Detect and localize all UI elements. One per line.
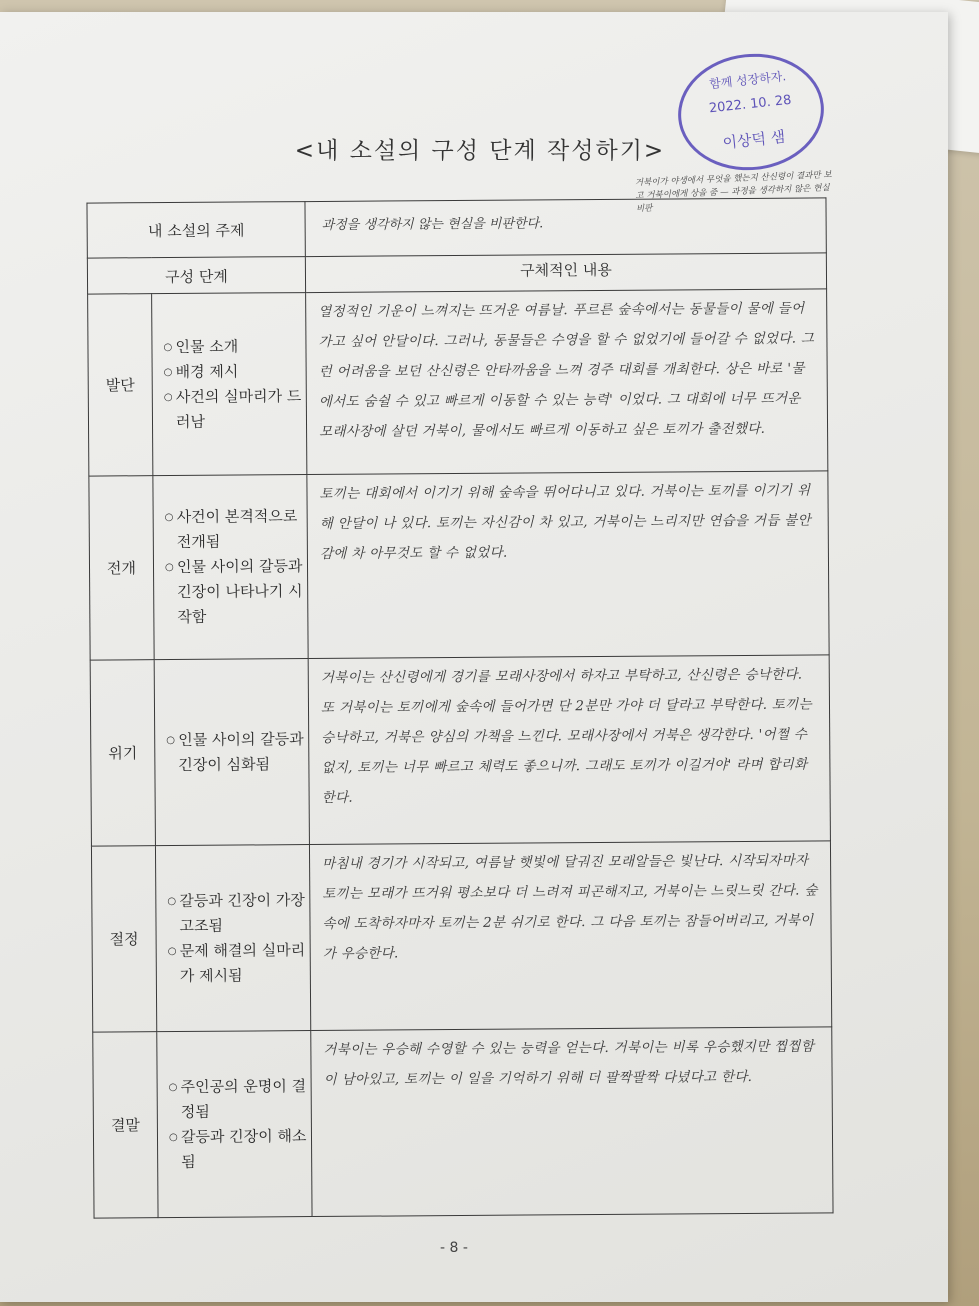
- point-item: ○ 배경 제시: [163, 362, 239, 381]
- structure-table: [86, 170, 833, 1218]
- stage-name: 절정: [91, 846, 156, 1032]
- page-number: - 8 -: [440, 1240, 468, 1256]
- row-jeoljeong: [91, 841, 831, 1032]
- point-item: ○ 문제 해결의 실마리가 제시됨: [167, 940, 306, 985]
- stage-name: 결말: [93, 1032, 158, 1218]
- stage-content: 거북이는 산신령에게 경기를 모래사장에서 하자고 부탁하고, 산신령은 승낙한다. 또 거북이는 토끼에게 숲속에 들어가면 단 2분만 가야 더 달라고 부탁한다. 토끼는 승낙하고, 거북은 양심의 가책을 느낀다. 모래사장에서 거북은 생각한다. '어쩔 수 없지, 토끼는 너무 빠르고 체력도 좋으니까. 그래도 토끼가 이길거야' 라며 합리화 한다.: [308, 655, 830, 845]
- point-item: ○ 인물 소개: [163, 337, 239, 356]
- header-content: 구체적인 내용: [305, 253, 826, 293]
- theme-row: [87, 198, 826, 258]
- theme-note: 거북이가 야생에서 무엇을 했는지 산신령이 결과만 보고 거북이에게 상을 줌 — 과정을 생각하지 않은 현실 비판: [634, 170, 832, 215]
- worksheet-page: [0, 12, 948, 1302]
- stage-content: 열정적인 기운이 느껴지는 뜨거운 여름날. 푸르른 숲속에서는 동물들이 물에 들어가고 싶어 안달이다. 그러나, 동물들은 수영을 할 수 없었기에 들어갈 수 없었다. 그런 어려움을 보던 산신령은 안타까움을 느껴 경주 대회를 개최한다. 상은 바로 '물에서도 숨쉴 수 있고 빠르게 이동할 수 있는 능력' 이었다. 그 대회에 너무 뜨거운 모래사장에 살던 거북이, 물에서도 빠르게 이동하고 싶은 토끼가 출전했다.: [306, 289, 828, 475]
- point-item: ○ 사건이 본격적으로 전개됨: [164, 507, 298, 551]
- stage-points: [155, 845, 310, 1032]
- row-wigi: [90, 655, 830, 846]
- theme-cell: [305, 170, 832, 257]
- point-item: ○ 갈등과 긴장이 해소됨: [168, 1126, 307, 1171]
- stage-name: 전개: [89, 476, 154, 660]
- point-item: ○ 사건의 실마리가 드러남: [163, 386, 302, 431]
- point-item: ○ 인물 사이의 갈등과 긴장이 심화됨: [166, 729, 304, 774]
- stage-points: [157, 1031, 312, 1218]
- point-item: ○ 인물 사이의 갈등과 긴장이 나타나기 시작함: [164, 557, 303, 626]
- stage-points: [153, 475, 308, 660]
- point-item: ○ 주인공의 운명이 결정됨: [168, 1076, 307, 1121]
- stamp-line-1: 함께 성장하자.: [708, 69, 787, 92]
- stamp-date: 2022. 10. 28: [708, 92, 793, 117]
- stage-content: 마침내 경기가 시작되고, 여름날 햇빛에 달궈진 모래알들은 빛난다. 시작되자마자 토끼는 모래가 뜨거워 평소보다 더 느려져 피곤해지고, 거북이는 느릿느릿 간다. 숲속에 도착하자마자 토끼는 2분 쉬기로 한다. 그 다음 토끼는 잠들어버리고, 거북이가 우승한다.: [309, 841, 831, 1031]
- stage-points: [152, 293, 307, 476]
- stage-name: 위기: [90, 660, 155, 846]
- stage-content: 거북이는 우승해 수영할 수 있는 능력을 얻는다. 거북이는 비록 우승했지만 찝찝함이 남아있고, 토끼는 이 일을 기억하기 위해 더 팔짝팔짝 다녔다고 한다.: [311, 1027, 833, 1217]
- stage-content: 토끼는 대회에서 이기기 위해 숲속을 뛰어다니고 있다. 거북이는 토끼를 이기기 위해 안달이 나 있다. 토끼는 자신감이 차 있고, 거북이는 느리지만 연습을 거듭 불안감에 차 아무것도 할 수 없었다.: [307, 471, 829, 659]
- stamp-name: 이상덕 샘: [721, 127, 787, 153]
- page-title: <내 소설의 구성 단계 작성하기>: [294, 138, 666, 164]
- header-row: [87, 253, 826, 294]
- row-gyeolmal: [93, 1027, 833, 1218]
- stage-name: 발단: [88, 294, 153, 476]
- row-balddan: [88, 289, 828, 476]
- theme-label: 내 소설의 주제: [87, 202, 305, 259]
- stage-points: [154, 659, 309, 846]
- theme-value: 과정을 생각하지 않는 현실을 비판한다.: [321, 216, 544, 233]
- header-stage: 구성 단계: [87, 257, 305, 295]
- point-item: ○ 갈등과 긴장이 가장 고조됨: [167, 890, 305, 935]
- row-jeongae: [89, 471, 829, 660]
